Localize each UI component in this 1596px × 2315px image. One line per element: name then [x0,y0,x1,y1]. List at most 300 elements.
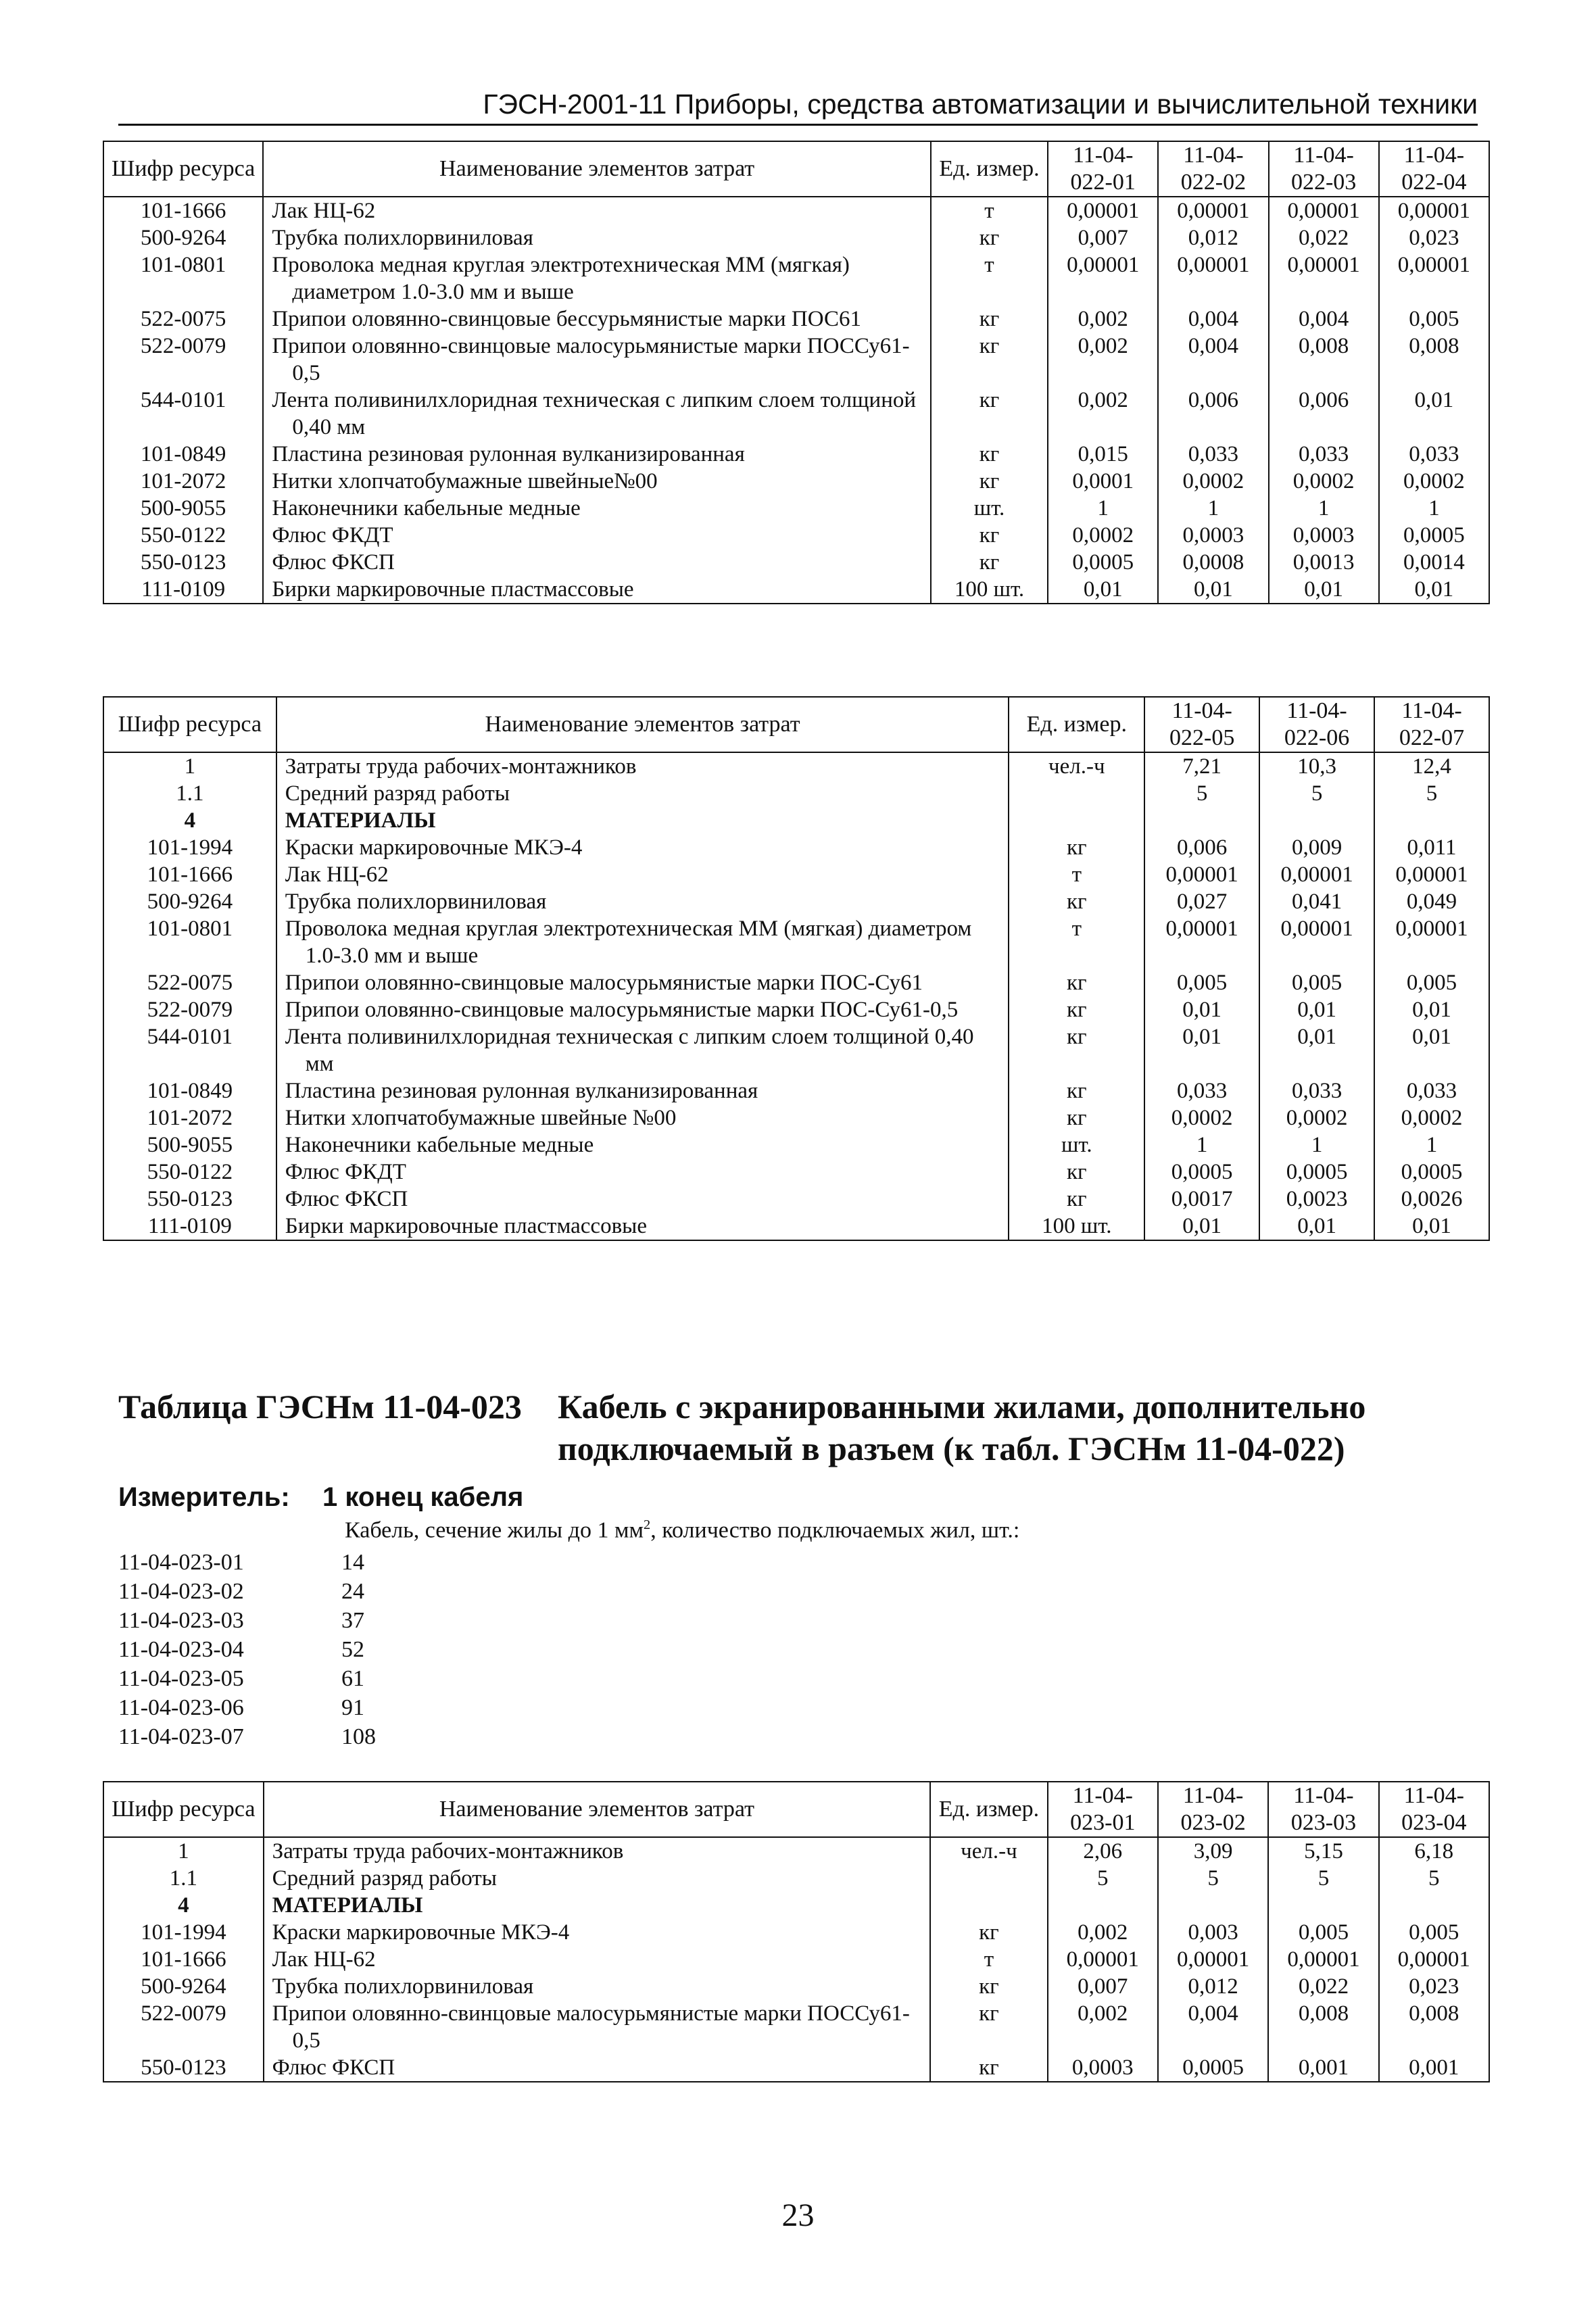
variant-core-count: 52 [341,1637,364,1662]
column-header: 11-04- 023-03 [1268,1782,1378,1837]
table-row [103,495,1489,522]
column-header: Ед. измер. [931,141,1048,197]
variant-code: 11-04-023-03 [118,1608,244,1633]
resource-code: 1.1 [103,1865,264,1892]
norm-value: 0,0023 [1259,1186,1374,1213]
cost-element-name: Затраты труда рабочих-монтажников [264,1837,931,1865]
norm-value: 0,015 [1048,441,1158,468]
table-row [103,387,1489,441]
norm-value: 0,01 [1379,387,1489,441]
norm-value: 0,0008 [1158,549,1268,576]
norm-value: 0,022 [1268,1973,1378,2000]
table-row [103,468,1489,495]
resource-code: 550-0122 [103,522,263,549]
cost-element-name: Нитки хлопчатобумажные швейные№00 [263,468,931,495]
resource-code: 544-0101 [103,1023,276,1077]
table-row [103,1077,1489,1104]
norm-value: 0,004 [1158,333,1268,387]
unit-of-measure: кг [931,333,1048,387]
norm-value: 0,027 [1144,888,1259,915]
table-row [103,1131,1489,1159]
norm-value: 0,006 [1144,834,1259,861]
norm-value: 5 [1374,780,1489,807]
cost-element-name: Нитки хлопчатобумажные швейные №00 [276,1104,1009,1131]
unit-of-measure: кг [931,224,1048,251]
cost-element-name: МАТЕРИАЛЫ [276,807,1009,834]
norm-value: 0,01 [1374,1023,1489,1077]
resource-code: 1.1 [103,780,276,807]
resource-code: 522-0079 [103,333,263,387]
norm-value: 0,033 [1269,441,1379,468]
resource-code: 550-0123 [103,1186,276,1213]
norm-value: 0,00001 [1374,915,1489,969]
variant-row [118,1606,376,1635]
table-row [103,969,1489,996]
norm-value: 5 [1048,1865,1158,1892]
norm-value: 0,0026 [1374,1186,1489,1213]
norm-value: 0,004 [1158,306,1268,333]
table-header-row [103,1782,1489,1837]
norm-value: 0,005 [1259,969,1374,996]
running-header: ГЭСН-2001-11 Приборы, средства автоматизации и вычислительной техники [118,84,1478,126]
column-header: Наименование элементов затрат [264,1782,931,1837]
column-header: Ед. измер. [930,1782,1047,1837]
norm-value: 0,0002 [1269,468,1379,495]
unit-of-measure [1009,780,1144,807]
variant-row [118,1548,376,1577]
unit-of-measure: кг [930,1973,1047,2000]
norm-value [1144,807,1259,834]
resource-code: 1 [103,752,276,780]
table-row [103,1837,1489,1865]
resource-code: 101-2072 [103,468,263,495]
table-row [103,1865,1489,1892]
resource-code: 4 [103,807,276,834]
norm-value: 0,002 [1048,2000,1158,2054]
norm-value: 5 [1268,1865,1378,1892]
unit-of-measure: кг [1009,834,1144,861]
resource-code: 101-0849 [103,441,263,468]
column-header: 11-04- 022-06 [1259,697,1374,752]
norm-value: 0,00001 [1379,197,1489,224]
resource-code: 101-1994 [103,1919,264,1946]
norm-value: 0,002 [1048,333,1158,387]
variant-core-count: 24 [341,1579,364,1604]
norm-value: 0,0005 [1374,1159,1489,1186]
norm-value: 5 [1259,780,1374,807]
norm-value: 2,06 [1048,1837,1158,1865]
cost-element-name: Средний разряд работы [276,780,1009,807]
table-row [103,1159,1489,1186]
norm-value: 0,008 [1269,333,1379,387]
column-header: 11-04- 023-02 [1158,1782,1268,1837]
resource-code: 550-0123 [103,2054,264,2082]
norm-value: 5 [1379,1865,1489,1892]
resource-code: 550-0122 [103,1159,276,1186]
resource-code: 500-9264 [103,888,276,915]
column-header: 11-04- 022-05 [1144,697,1259,752]
table-row [103,861,1489,888]
unit-of-measure [1009,807,1144,834]
norm-value [1374,807,1489,834]
cost-element-name: Наконечники кабельные медные [276,1131,1009,1159]
column-header: Шифр ресурса [103,141,263,197]
cost-element-name: Краски маркировочные МКЭ-4 [264,1919,931,1946]
unit-of-measure: кг [930,2054,1047,2082]
norm-value: 0,005 [1374,969,1489,996]
norm-value: 0,00001 [1379,1946,1489,1973]
norm-value: 0,00001 [1048,197,1158,224]
resource-code: 101-1666 [103,1946,264,1973]
variant-core-count: 61 [341,1666,364,1691]
cost-element-name: Лак НЦ-62 [263,197,931,224]
variant-code: 11-04-023-02 [118,1579,244,1604]
unit-of-measure: кг [931,441,1048,468]
norm-value: 0,005 [1268,1919,1378,1946]
norm-value: 0,033 [1158,441,1268,468]
measure-value: 1 конец кабеля [322,1482,524,1512]
unit-of-measure: кг [1009,969,1144,996]
cost-element-name: Припои оловянно-свинцовые бессурьмянистые марки ПОС61 [263,306,931,333]
norm-value: 0,005 [1379,1919,1489,1946]
cost-element-name: Флюс ФКСП [276,1186,1009,1213]
norm-value: 0,0002 [1374,1104,1489,1131]
unit-of-measure: 100 шт. [1009,1213,1144,1240]
unit-of-measure: чел.-ч [930,1837,1047,1865]
table-header-row [103,141,1489,197]
column-header: Ед. измер. [1009,697,1144,752]
unit-of-measure: кг [931,468,1048,495]
resource-code: 101-2072 [103,1104,276,1131]
resource-code: 101-1666 [103,197,263,224]
norm-value: 0,00001 [1144,915,1259,969]
table-header-row [103,697,1489,752]
variant-core-count: 14 [341,1550,364,1575]
norm-value: 1 [1374,1131,1489,1159]
norm-value: 0,0003 [1269,522,1379,549]
norm-value: 0,00001 [1048,251,1158,306]
norm-value: 0,01 [1374,996,1489,1023]
unit-of-measure: кг [1009,1104,1144,1131]
cost-element-name: Лак НЦ-62 [276,861,1009,888]
norm-value: 0,00001 [1374,861,1489,888]
cost-element-name: Трубка полихлорвиниловая [264,1973,931,2000]
norm-value: 0,033 [1379,441,1489,468]
norm-value: 5,15 [1268,1837,1378,1865]
variant-code: 11-04-023-04 [118,1637,244,1662]
norm-value: 0,01 [1374,1213,1489,1240]
norm-value: 0,01 [1158,576,1268,604]
table-row [103,1973,1489,2000]
cost-element-name: Припои оловянно-свинцовые малосурьмянистые марки ПОССу61-0,5 [263,333,931,387]
norm-value: 0,0003 [1158,522,1268,549]
norm-value: 0,049 [1374,888,1489,915]
variant-core-count: 91 [341,1695,364,1720]
resource-table-022-05-07 [103,696,1490,1241]
unit-of-measure: кг [1009,1159,1144,1186]
cost-element-name: Припои оловянно-свинцовые малосурьмянистые марки ПОС-Су61 [276,969,1009,996]
norm-value: 0,00001 [1158,197,1268,224]
norm-value: 1 [1269,495,1379,522]
resource-code: 522-0079 [103,2000,264,2054]
variant-core-count: 37 [341,1608,364,1633]
column-header: Шифр ресурса [103,1782,264,1837]
unit-of-measure: кг [1009,1077,1144,1104]
norm-value [1268,1892,1378,1919]
norm-value: 1 [1144,1131,1259,1159]
norm-value: 0,033 [1374,1077,1489,1104]
cost-element-name: Затраты труда рабочих-монтажников [276,752,1009,780]
norm-value: 0,033 [1259,1077,1374,1104]
norm-value: 0,01 [1259,996,1374,1023]
table-row [103,1946,1489,1973]
norm-value: 0,00001 [1158,1946,1268,1973]
norm-value: 0,0013 [1269,549,1379,576]
column-header: 11-04- 022-07 [1374,697,1489,752]
resource-code: 500-9055 [103,495,263,522]
variant-row [118,1693,376,1722]
variants-list [118,1548,376,1751]
table-row [103,549,1489,576]
unit-of-measure: кг [931,306,1048,333]
norm-value: 0,00001 [1269,251,1379,306]
norm-value: 7,21 [1144,752,1259,780]
unit-of-measure: кг [931,549,1048,576]
table-row [103,224,1489,251]
cost-element-name: Флюс ФКДТ [276,1159,1009,1186]
resource-code: 101-1994 [103,834,276,861]
table-row [103,2000,1489,2054]
norm-value: 0,0005 [1144,1159,1259,1186]
norm-value: 0,004 [1269,306,1379,333]
table-row [103,251,1489,306]
norm-value: 0,041 [1259,888,1374,915]
variant-code: 11-04-023-05 [118,1666,244,1691]
norm-value: 0,01 [1144,1023,1259,1077]
norm-value: 0,007 [1048,224,1158,251]
resource-code: 101-0801 [103,915,276,969]
norm-value: 0,01 [1259,1023,1374,1077]
norm-value: 0,00001 [1269,197,1379,224]
table-row [103,197,1489,224]
cost-element-name: Лента поливинилхлоридная техническая с липким слоем толщиной 0,40 мм [276,1023,1009,1077]
table-row [103,1104,1489,1131]
table-row [103,915,1489,969]
unit-of-measure: кг [1009,888,1144,915]
norm-value: 12,4 [1374,752,1489,780]
cost-element-name: Наконечники кабельные медные [263,495,931,522]
norm-value: 0,00001 [1259,861,1374,888]
cost-element-name: Флюс ФКСП [264,2054,931,2082]
norm-value: 0,00001 [1158,251,1268,306]
table-row [103,1892,1489,1919]
norm-value: 3,09 [1158,1837,1268,1865]
variant-code: 11-04-023-06 [118,1695,244,1720]
unit-of-measure: кг [930,1919,1047,1946]
table-number: Таблица ГЭСНм 11-04-023 [118,1388,522,1425]
table-row [103,522,1489,549]
cost-element-name: Флюс ФКСП [263,549,931,576]
norm-value: 0,00001 [1144,861,1259,888]
norm-value [1158,1892,1268,1919]
norm-value: 5 [1158,1865,1268,1892]
resource-table-023-01-04 [103,1781,1490,2082]
column-header: 11-04- 023-04 [1379,1782,1489,1837]
cost-element-name: Бирки маркировочные пластмассовые [263,576,931,604]
norm-value: 0,01 [1048,576,1158,604]
table-row [103,996,1489,1023]
table-row [103,333,1489,387]
norm-value: 0,012 [1158,1973,1268,2000]
cost-element-name: Проволока медная круглая электротехническая ММ (мягкая) диаметром 1.0-3.0 мм и выше [276,915,1009,969]
cost-element-name: Флюс ФКДТ [263,522,931,549]
norm-value: 0,0017 [1144,1186,1259,1213]
norm-value: 0,0003 [1048,2054,1158,2082]
norm-value: 0,006 [1269,387,1379,441]
norm-value: 0,0005 [1259,1159,1374,1186]
table-row [103,306,1489,333]
column-header: Шифр ресурса [103,697,276,752]
resource-code: 500-9055 [103,1131,276,1159]
unit-of-measure: т [1009,915,1144,969]
norm-value: 1 [1158,495,1268,522]
cost-element-name: Лента поливинилхлоридная техническая с липким слоем толщиной 0,40 мм [263,387,931,441]
resource-code: 522-0075 [103,306,263,333]
norm-value: 0,0014 [1379,549,1489,576]
unit-of-measure: шт. [931,495,1048,522]
cost-element-name: Проволока медная круглая электротехническая ММ (мягкая) диаметром 1.0-3.0 мм и выше [263,251,931,306]
norm-value: 10,3 [1259,752,1374,780]
unit-of-measure: т [931,251,1048,306]
page-number: 23 [781,2197,815,2233]
norm-value: 0,009 [1259,834,1374,861]
unit-of-measure: кг [1009,1186,1144,1213]
resource-code: 522-0079 [103,996,276,1023]
table-row [103,1186,1489,1213]
table-row [103,1213,1489,1240]
unit-of-measure: кг [930,2000,1047,2054]
column-header: Наименование элементов затрат [263,141,931,197]
norm-value: 0,005 [1379,306,1489,333]
measure-label: Измеритель: [118,1482,290,1512]
cost-element-name: Припои оловянно-свинцовые малосурьмянистые марки ПОС-Су61-0,5 [276,996,1009,1023]
norm-value: 0,001 [1379,2054,1489,2082]
resource-code: 101-0849 [103,1077,276,1104]
cost-element-name: Средний разряд работы [264,1865,931,1892]
norm-value [1048,1892,1158,1919]
norm-value: 0,0002 [1144,1104,1259,1131]
column-header: 11-04- 022-01 [1048,141,1158,197]
norm-value: 0,01 [1259,1213,1374,1240]
norm-value [1379,1892,1489,1919]
norm-value: 0,0002 [1259,1104,1374,1131]
unit-of-measure: кг [931,387,1048,441]
resource-code: 522-0075 [103,969,276,996]
table-title: Кабель с экранированными жилами, дополнительно подключаемый в разъем (к табл. ГЭСНм 11-04-022) [558,1388,1366,1467]
unit-of-measure: чел.-ч [1009,752,1144,780]
variant-row [118,1722,376,1751]
norm-value: 0,0002 [1158,468,1268,495]
norm-value: 0,003 [1158,1919,1268,1946]
unit-of-measure: 100 шт. [931,576,1048,604]
norm-value: 0,00001 [1048,1946,1158,1973]
norm-value: 0,008 [1379,2000,1489,2054]
unit-of-measure: шт. [1009,1131,1144,1159]
table-row [103,1919,1489,1946]
variant-row [118,1664,376,1693]
unit-of-measure [930,1892,1047,1919]
norm-value: 0,011 [1374,834,1489,861]
norm-value: 0,023 [1379,224,1489,251]
norm-value: 0,0002 [1379,468,1489,495]
cost-element-name: Бирки маркировочные пластмассовые [276,1213,1009,1240]
norm-value: 5 [1144,780,1259,807]
resource-code: 544-0101 [103,387,263,441]
variants-caption: Кабель, сечение жилы до 1 $мм^2$, количество подключаемых жил, шт.: [345,1517,1020,1543]
table-row [103,1023,1489,1077]
norm-value: 0,012 [1158,224,1268,251]
column-header: 11-04- 022-03 [1269,141,1379,197]
cost-element-name: Пластина резиновая рулонная вулканизированная [263,441,931,468]
norm-value: 0,022 [1269,224,1379,251]
variant-row [118,1577,376,1606]
norm-value: 0,008 [1268,2000,1378,2054]
resource-table-022-01-04 [103,141,1490,604]
cost-element-name: Трубка полихлорвиниловая [263,224,931,251]
norm-value: 0,006 [1158,387,1268,441]
table-row [103,834,1489,861]
norm-value: 0,002 [1048,306,1158,333]
resource-code: 4 [103,1892,264,1919]
norm-value: 0,023 [1379,1973,1489,2000]
unit-of-measure: т [931,197,1048,224]
unit-of-measure: кг [1009,1023,1144,1077]
resource-code: 1 [103,1837,264,1865]
resource-code: 111-0109 [103,1213,276,1240]
variant-core-count: 108 [341,1724,376,1749]
norm-value: 0,00001 [1268,1946,1378,1973]
norm-value: 0,002 [1048,1919,1158,1946]
resource-code: 111-0109 [103,576,263,604]
norm-value: 0,01 [1144,1213,1259,1240]
column-header: 11-04- 023-01 [1048,1782,1158,1837]
cost-element-name: Трубка полихлорвиниловая [276,888,1009,915]
norm-value: 0,001 [1268,2054,1378,2082]
table-row [103,888,1489,915]
resource-code: 101-1666 [103,861,276,888]
table-row [103,780,1489,807]
column-header: 11-04- 022-04 [1379,141,1489,197]
table-row [103,807,1489,834]
norm-value: 0,00001 [1259,915,1374,969]
cost-element-name: МАТЕРИАЛЫ [264,1892,931,1919]
norm-value: 1 [1048,495,1158,522]
norm-value: 0,0005 [1158,2054,1268,2082]
norm-value: 0,01 [1379,576,1489,604]
norm-value: 0,01 [1269,576,1379,604]
norm-value: 6,18 [1379,1837,1489,1865]
column-header: Наименование элементов затрат [276,697,1009,752]
norm-value: 0,033 [1144,1077,1259,1104]
unit-of-measure: кг [931,522,1048,549]
table-row [103,752,1489,780]
norm-value [1259,807,1374,834]
measure-line [118,1482,523,1513]
table-row [103,2054,1489,2082]
norm-value: 0,007 [1048,1973,1158,2000]
variant-row [118,1635,376,1664]
table-row [103,576,1489,604]
